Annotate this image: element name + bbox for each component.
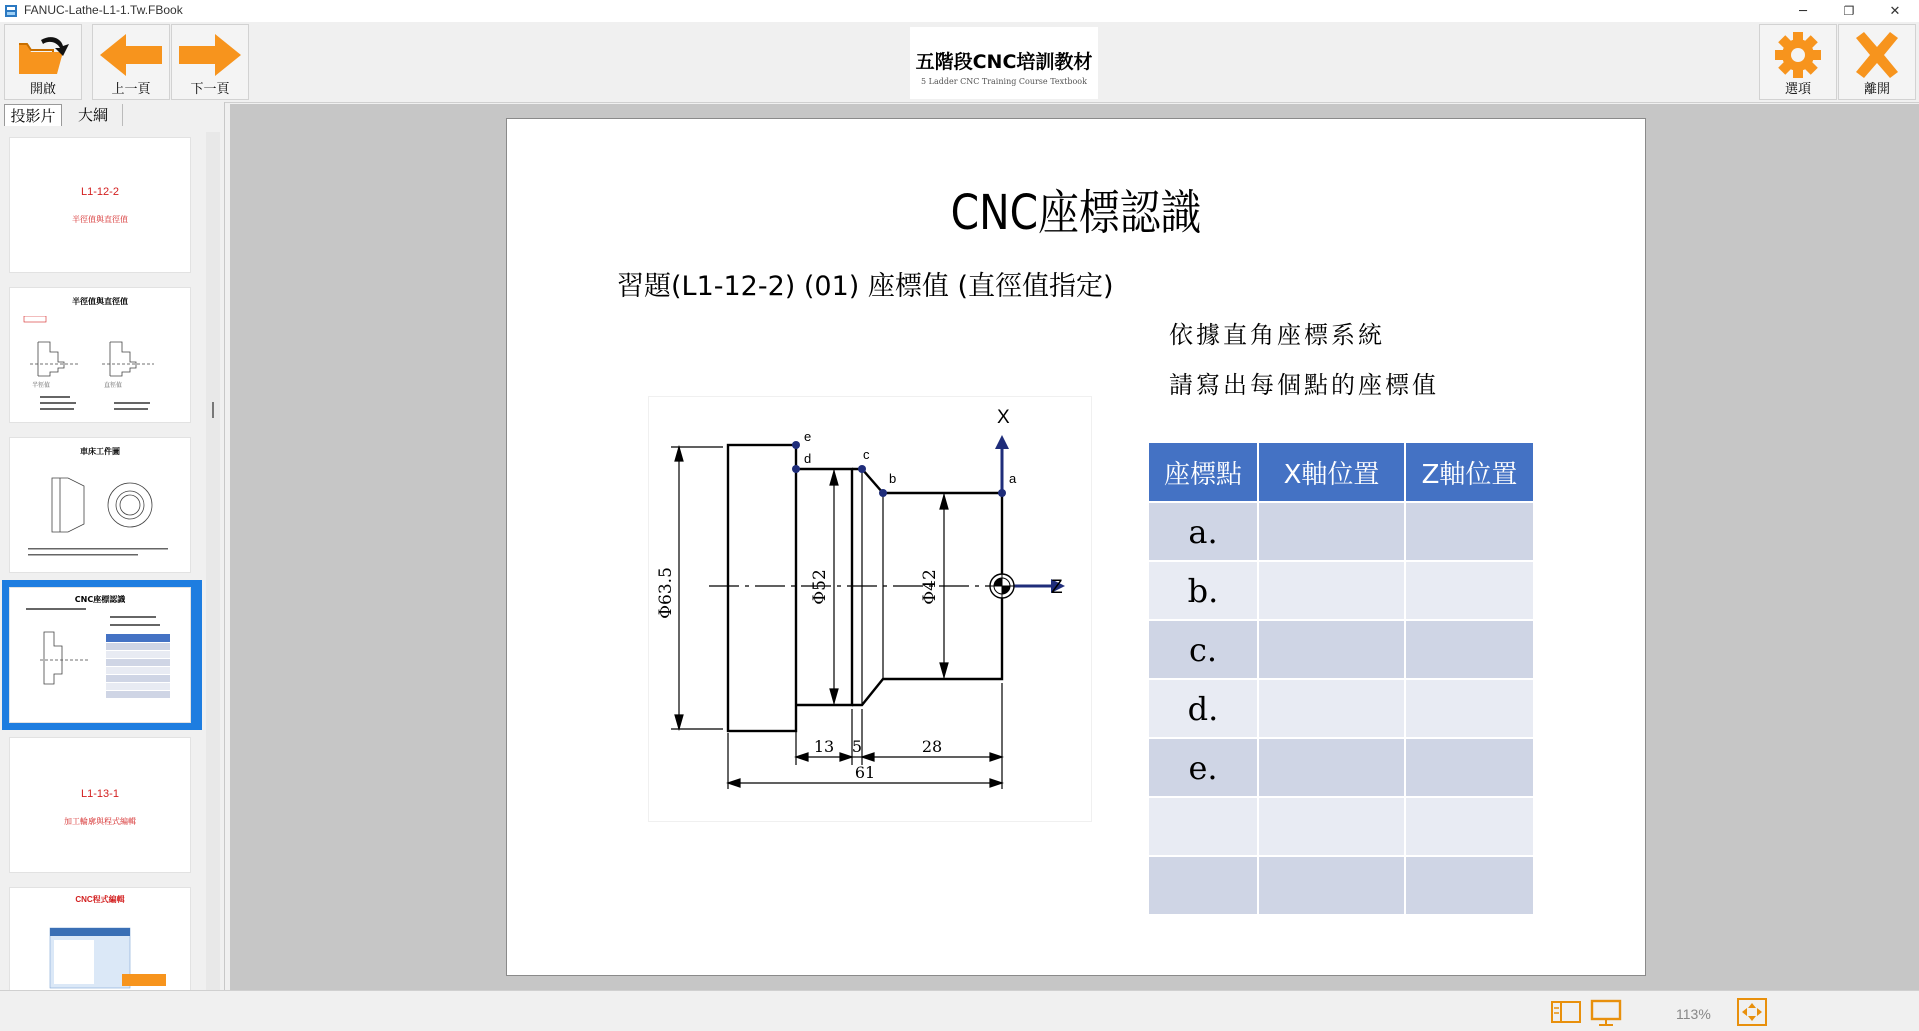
- exit-button[interactable]: [1838, 24, 1916, 100]
- thumb-3-diagram: [24, 464, 174, 564]
- thumb-2-title: 半徑值與直徑值: [72, 297, 128, 306]
- thumb-6-title: CNC程式編輯: [75, 895, 125, 904]
- row-c-label: c.: [1149, 621, 1257, 678]
- row-e-label: e.: [1149, 739, 1257, 796]
- cell-x[interactable]: [1259, 562, 1404, 619]
- slide-title: CNC座標認識: [950, 185, 1202, 241]
- thumb-6-preview: [10, 888, 190, 990]
- header-x: X軸位置: [1259, 443, 1404, 501]
- lathe-part-drawing: [649, 397, 1091, 821]
- slideshow-icon[interactable]: [1590, 999, 1622, 1027]
- cell-x[interactable]: [1259, 739, 1404, 796]
- row-b-label: b.: [1149, 562, 1257, 619]
- thumb-2-left-caption: 半徑值: [32, 382, 51, 389]
- cell-x[interactable]: [1259, 503, 1404, 560]
- thumb-4-title: CNC座標認識: [74, 595, 126, 604]
- cell-z[interactable]: [1406, 798, 1533, 855]
- logo-subtitle: 5 Ladder CNC Training Course Textbook: [921, 77, 1087, 86]
- coordinate-table: [1147, 441, 1535, 916]
- title-bar: [0, 0, 1919, 22]
- cell-x[interactable]: [1259, 798, 1404, 855]
- thumb-1-title: L1-12-2: [81, 186, 119, 198]
- dim-len-5: 5: [851, 737, 863, 756]
- row-7-label: [1149, 857, 1257, 914]
- scrollbar-grip[interactable]: [212, 402, 214, 418]
- cell-x[interactable]: [1259, 680, 1404, 737]
- thumbnail-2[interactable]: [10, 288, 190, 422]
- header-z: Z軸位置: [1406, 443, 1533, 501]
- dim-len-61: 61: [854, 763, 876, 782]
- restore-button[interactable]: ❐: [1843, 4, 1855, 18]
- thumbnail-list: [2, 132, 202, 990]
- thumbnail-scrollbar[interactable]: [206, 132, 220, 990]
- prev-page-button[interactable]: [92, 24, 170, 100]
- table-header-row: [1149, 443, 1533, 501]
- cell-z[interactable]: [1406, 680, 1533, 737]
- normal-view-icon[interactable]: [1550, 999, 1582, 1025]
- close-window-button[interactable]: ✕: [1889, 3, 1901, 19]
- thumb-3-title: 車床工件圖: [80, 447, 120, 456]
- arrow-right-icon: [175, 30, 245, 80]
- cell-z[interactable]: [1406, 562, 1533, 619]
- window-title: FANUC-Lathe-L1-1.Tw.FBook: [24, 3, 183, 17]
- thumb-2-right-caption: 直徑值: [104, 382, 123, 389]
- slide-page: [506, 118, 1646, 976]
- cell-x[interactable]: [1259, 621, 1404, 678]
- folder-open-icon: [13, 30, 73, 80]
- table-row: [1149, 562, 1533, 619]
- table-row: [1149, 680, 1533, 737]
- close-x-icon: [1850, 30, 1904, 80]
- row-d-label: d.: [1149, 680, 1257, 737]
- tab-outline[interactable]: 大綱: [64, 104, 123, 126]
- gear-icon: [1771, 30, 1825, 80]
- cell-z[interactable]: [1406, 621, 1533, 678]
- axis-z-label: Z: [1051, 577, 1063, 598]
- logo-title: 五階段CNC培訓教材: [915, 51, 1093, 73]
- origin-symbol: [990, 574, 1014, 598]
- table-row: [1149, 798, 1533, 855]
- point-c-label: c: [863, 447, 870, 462]
- thumb-2-diagram: [20, 316, 180, 412]
- minimize-button[interactable]: ─: [1799, 3, 1807, 19]
- slide-note-1: 依據直角座標系統: [1169, 321, 1385, 349]
- options-label: 選項: [1784, 81, 1811, 96]
- point-b-label: b: [889, 471, 897, 486]
- slide-note-2: 請寫出每個點的座標值: [1169, 371, 1439, 399]
- axis-x-label: X: [997, 407, 1010, 428]
- cell-x[interactable]: [1259, 857, 1404, 914]
- prev-page-label: 上一頁: [111, 81, 151, 96]
- zoom-level: 113%: [1676, 1006, 1711, 1022]
- table-row: [1149, 739, 1533, 796]
- dim-dia-small: Φ42: [920, 569, 940, 605]
- thumb-5-subtitle: 加工輪廓與程式編輯: [64, 817, 136, 826]
- open-label: 開啟: [29, 81, 56, 96]
- point-d-label: d: [804, 451, 812, 466]
- row-a-label: a.: [1149, 503, 1257, 560]
- next-page-button[interactable]: [171, 24, 249, 100]
- dim-dia-large: Φ63.5: [656, 567, 676, 619]
- row-6-label: [1149, 798, 1257, 855]
- slides-panel: [0, 102, 225, 990]
- drawing-svg: [649, 397, 1091, 821]
- course-logo: [910, 27, 1098, 99]
- dim-dia-mid: Φ52: [810, 569, 830, 605]
- options-button[interactable]: [1759, 24, 1837, 100]
- cell-z[interactable]: [1406, 857, 1533, 914]
- exit-label: 離開: [1863, 81, 1890, 96]
- app-icon: [4, 4, 18, 18]
- tab-slides[interactable]: 投影片: [4, 104, 62, 126]
- thumbnail-4[interactable]: [10, 588, 190, 722]
- header-point: 座標點: [1149, 443, 1257, 501]
- thumbnail-6[interactable]: [10, 888, 190, 990]
- toolbar: [0, 22, 1919, 103]
- open-button[interactable]: [4, 24, 82, 100]
- dim-len-13: 13: [813, 737, 835, 756]
- table-row: [1149, 503, 1533, 560]
- thumb-5-title: L1-13-1: [81, 788, 119, 800]
- dim-len-28: 28: [921, 737, 943, 756]
- thumbnail-5[interactable]: [10, 738, 190, 872]
- slide-subtitle: 習題(L1-12-2) (01) 座標值 (直徑值指定): [617, 271, 1114, 302]
- thumb-1-subtitle: 半徑值與直徑值: [72, 215, 128, 224]
- point-e-label: e: [804, 429, 812, 444]
- cell-z[interactable]: [1406, 503, 1533, 560]
- table-row: [1149, 621, 1533, 678]
- point-a-label: a: [1009, 471, 1017, 486]
- status-bar: [0, 990, 1919, 1031]
- next-page-label: 下一頁: [190, 81, 230, 96]
- thumbnail-1[interactable]: [10, 138, 190, 272]
- fit-window-icon[interactable]: [1736, 997, 1768, 1027]
- thumbnail-3[interactable]: [10, 438, 190, 572]
- thumb-4-preview: [10, 588, 190, 722]
- arrow-left-icon: [96, 30, 166, 80]
- cell-z[interactable]: [1406, 739, 1533, 796]
- table-row: [1149, 857, 1533, 914]
